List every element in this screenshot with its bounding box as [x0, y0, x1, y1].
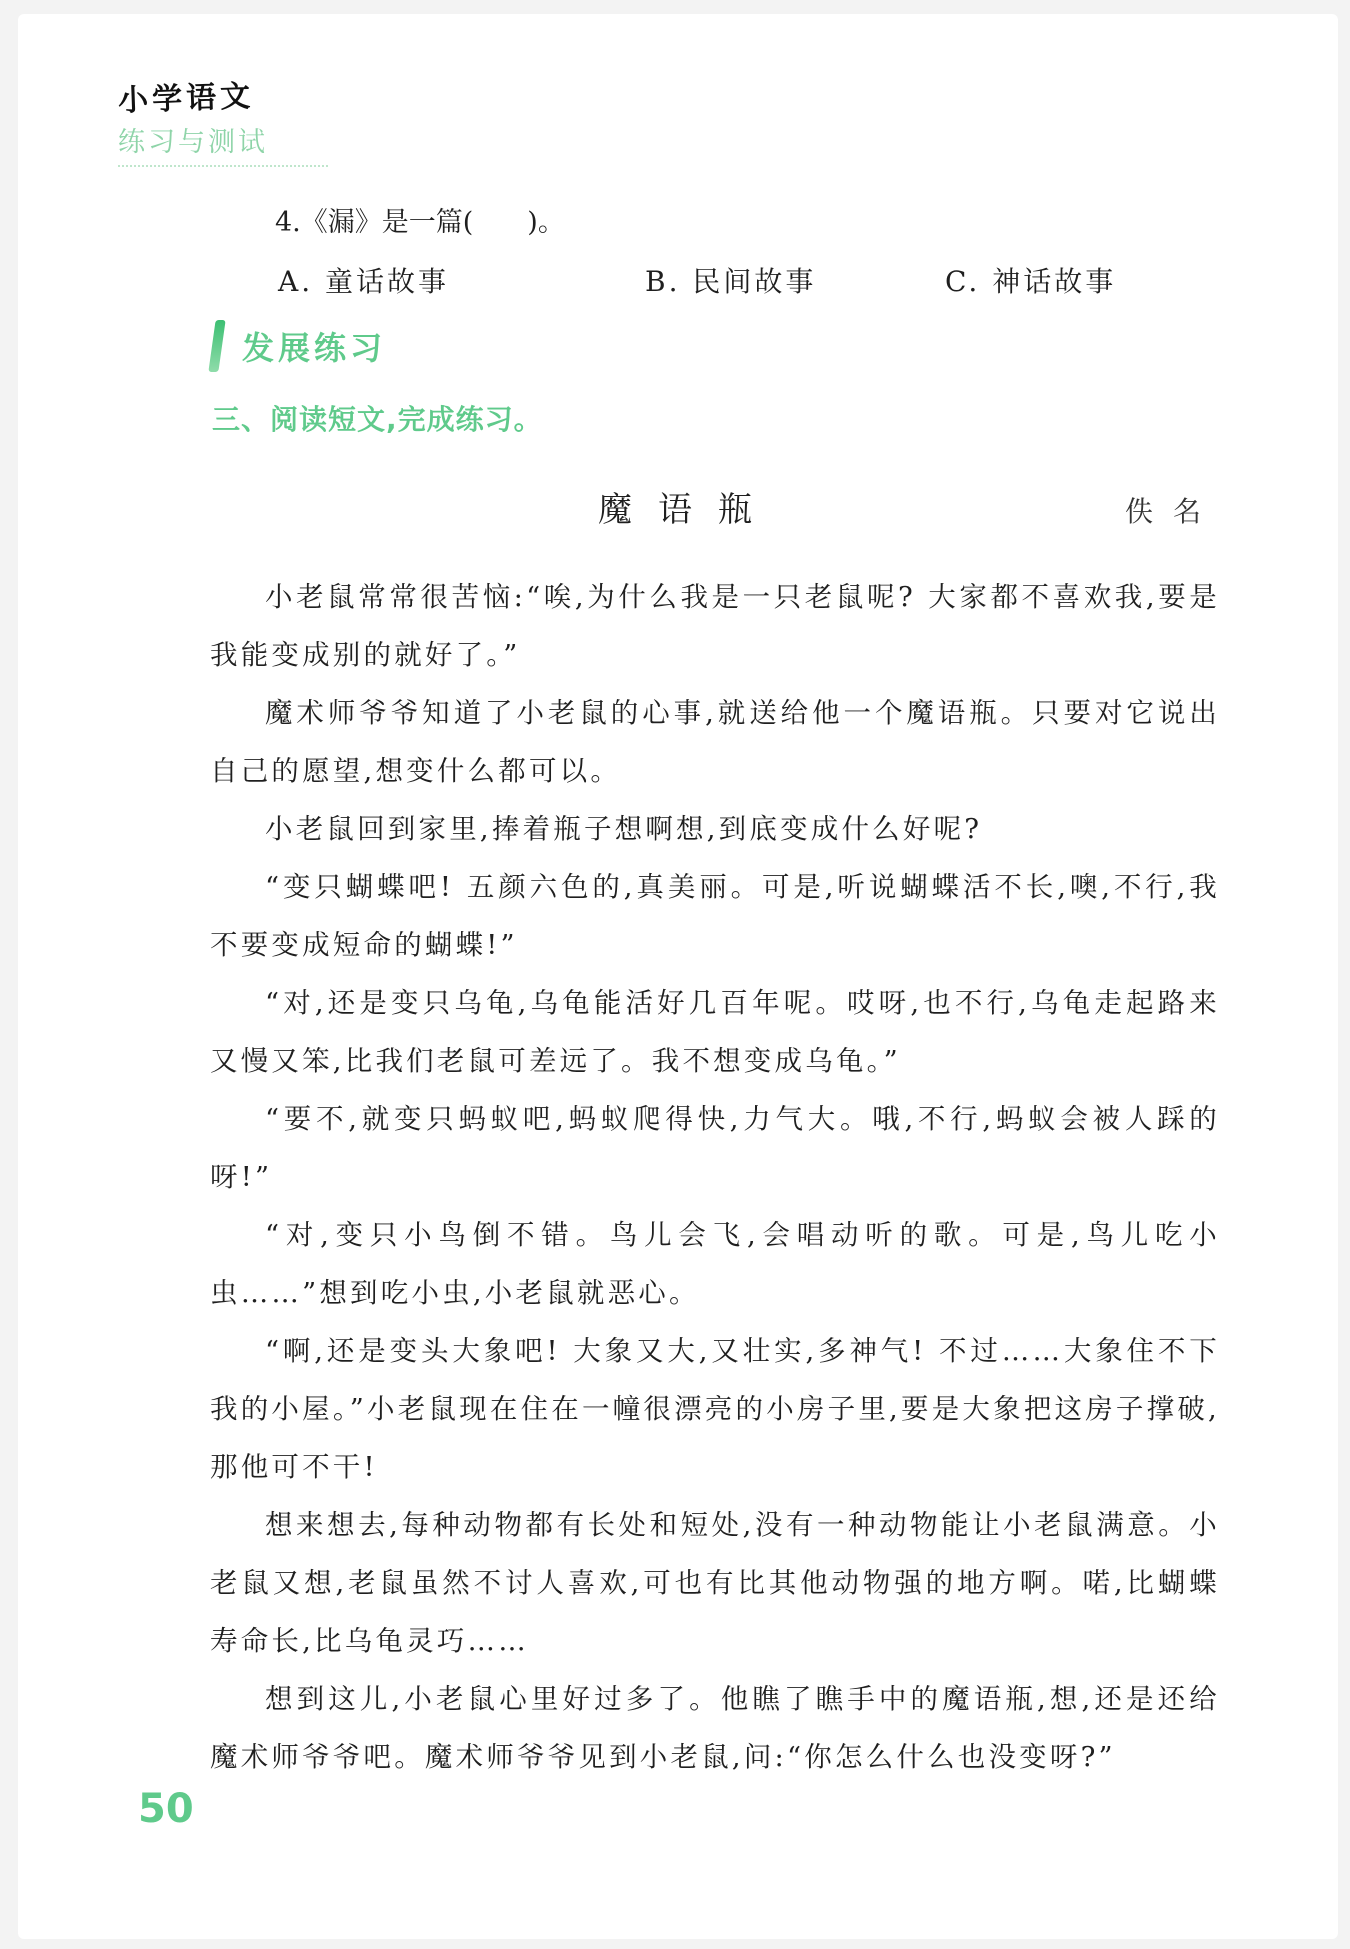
brand-subtitle: 练习与测试 — [118, 118, 328, 167]
story-paragraph: “啊,还是变头大象吧! 大象又大,又壮实,多神气! 不过……大象住不下我的小屋。”小老鼠现在住在一幢很漂亮的小房子里,要是大象把这房子撑破,那他可不干! — [210, 1335, 1220, 1483]
option-a: A. 童话故事 — [278, 265, 450, 298]
option-b: B. 民间故事 — [645, 265, 817, 298]
question-4: 4.《漏》是一篇( )。 — [275, 207, 565, 238]
story-paragraph: 小老鼠常常很苦恼:“唉,为什么我是一只老鼠呢? 大家都不喜欢我,要是我能变成别的就好了。” — [210, 581, 1220, 671]
brand-title: 小学语文 — [117, 78, 255, 119]
book-brand — [118, 72, 328, 167]
story-author: 佚名 — [1125, 495, 1222, 528]
section-header — [212, 320, 386, 372]
section-title: 发展练习 — [242, 329, 387, 367]
story-body — [210, 568, 1220, 1786]
story-paragraph: “变只蝴蝶吧! 五颜六色的,真美丽。可是,听说蝴蝶活不长,噢,不行,我不要变成短命的蝴蝶!” — [210, 871, 1220, 961]
story-paragraph: 想来想去,每种动物都有长处和短处,没有一种动物能让小老鼠满意。小老鼠又想,老鼠虽然不讨人喜欢,可也有比其他动物强的地方啊。喏,比蝴蝶寿命长,比乌龟灵巧…… — [210, 1509, 1220, 1657]
story-paragraph: “对,变只小鸟倒不错。鸟儿会飞,会唱动听的歌。可是,鸟儿吃小虫……”想到吃小虫,小老鼠就恶心。 — [210, 1219, 1220, 1309]
story-paragraph: 想到这儿,小老鼠心里好过多了。他瞧了瞧手中的魔语瓶,想,还是还给魔术师爷爷吧。魔术师爷爷见到小老鼠,问:“你怎么什么也没变呀?” — [210, 1683, 1220, 1773]
story-title: 魔语瓶 — [598, 490, 778, 530]
story-paragraph: 小老鼠回到家里,捧着瓶子想啊想,到底变成什么好呢? — [265, 813, 983, 845]
story-paragraph: “要不,就变只蚂蚁吧,蚂蚁爬得快,力气大。哦,不行,蚂蚁会被人踩的呀!” — [210, 1103, 1220, 1193]
story-paragraph: “对,还是变只乌龟,乌龟能活好几百年呢。哎呀,也不行,乌龟走起路来又慢又笨,比我们老鼠可差远了。我不想变成乌龟。” — [210, 987, 1220, 1077]
option-c: C. 神话故事 — [945, 265, 1117, 298]
story-paragraph: 魔术师爷爷知道了小老鼠的心事,就送给他一个魔语瓶。只要对它说出自己的愿望,想变什么都可以。 — [210, 697, 1220, 787]
page-number: 50 — [138, 1786, 194, 1832]
task-instruction: 三、阅读短文,完成练习。 — [212, 403, 543, 436]
